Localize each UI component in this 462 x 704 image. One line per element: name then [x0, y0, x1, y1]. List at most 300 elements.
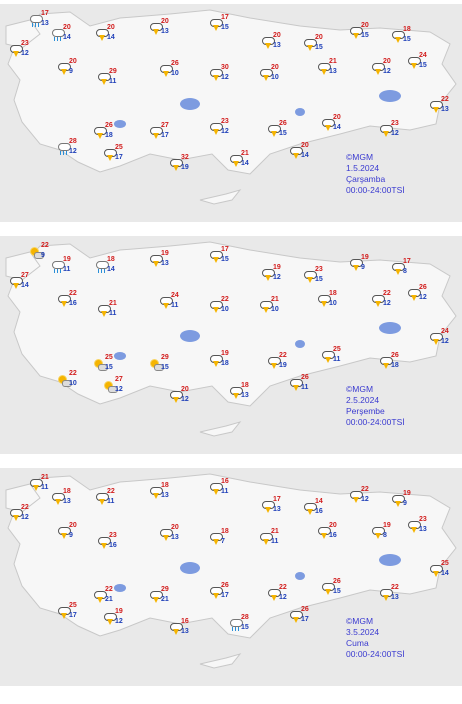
max-temperature: 16	[181, 618, 189, 625]
min-temperature: 13	[273, 42, 281, 49]
max-temperature: 18	[403, 26, 411, 33]
min-temperature: 16	[109, 542, 117, 549]
stamp-time-range: 00:00-24:00TSİ	[346, 185, 405, 195]
min-temperature: 15	[419, 62, 427, 69]
station-forecast	[350, 254, 372, 276]
min-temperature: 14	[333, 124, 341, 131]
station-forecast	[268, 120, 290, 142]
min-temperature: 11	[109, 310, 117, 317]
station-forecast	[94, 586, 116, 608]
max-temperature: 25	[105, 354, 113, 361]
station-forecast	[210, 582, 232, 604]
lake	[295, 572, 305, 580]
station-forecast	[104, 144, 126, 166]
station-forecast	[210, 350, 232, 372]
max-temperature: 18	[63, 488, 71, 495]
max-temperature: 28	[69, 138, 77, 145]
station-forecast	[58, 370, 80, 392]
min-temperature: 21	[161, 596, 169, 603]
max-temperature: 22	[41, 242, 49, 249]
max-temperature: 20	[171, 524, 179, 531]
min-temperature: 18	[221, 360, 229, 367]
min-temperature: 14	[441, 570, 449, 577]
cyprus-island	[200, 190, 240, 204]
station-forecast	[318, 58, 340, 80]
station-forecast	[160, 524, 182, 546]
station-forecast	[260, 528, 282, 550]
station-forecast	[350, 22, 372, 44]
min-temperature: 13	[181, 628, 189, 635]
max-temperature: 23	[315, 266, 323, 273]
station-forecast	[268, 352, 290, 374]
min-temperature: 11	[107, 498, 115, 505]
max-temperature: 21	[271, 296, 279, 303]
min-temperature: 16	[329, 532, 337, 539]
max-temperature: 25	[69, 602, 77, 609]
min-temperature: 15	[161, 364, 169, 371]
max-temperature: 20	[301, 142, 309, 149]
max-temperature: 24	[441, 328, 449, 335]
station-forecast	[170, 386, 192, 408]
min-temperature: 12	[181, 396, 189, 403]
station-forecast	[290, 374, 312, 396]
max-temperature: 22	[383, 290, 391, 297]
max-temperature: 26	[301, 374, 309, 381]
max-temperature: 26	[391, 352, 399, 359]
station-forecast	[58, 602, 80, 624]
min-temperature: 8	[403, 268, 407, 275]
station-forecast	[210, 478, 232, 500]
min-temperature: 12	[391, 130, 399, 137]
station-forecast	[430, 96, 452, 118]
min-temperature: 12	[115, 386, 123, 393]
stamp-day: Cuma	[346, 638, 369, 648]
min-temperature: 14	[21, 282, 29, 289]
station-forecast	[318, 522, 340, 544]
min-temperature: 11	[63, 266, 71, 273]
min-temperature: 18	[391, 362, 399, 369]
station-forecast	[230, 150, 252, 172]
station-forecast	[96, 488, 118, 510]
station-forecast	[350, 486, 372, 508]
max-temperature: 18	[329, 290, 337, 297]
max-temperature: 22	[391, 584, 399, 591]
station-forecast	[58, 58, 80, 80]
min-temperature: 15	[403, 36, 411, 43]
forecast-stamp	[346, 152, 405, 196]
station-forecast	[260, 64, 282, 86]
max-temperature: 22	[105, 586, 113, 593]
max-temperature: 22	[69, 290, 77, 297]
max-temperature: 22	[69, 370, 77, 377]
max-temperature: 22	[107, 488, 115, 495]
max-temperature: 21	[241, 150, 249, 157]
max-temperature: 28	[241, 614, 249, 621]
min-temperature: 17	[221, 592, 229, 599]
station-forecast	[380, 584, 402, 606]
station-forecast	[94, 354, 116, 376]
min-temperature: 12	[69, 148, 77, 155]
station-forecast	[372, 522, 394, 544]
forecast-stamp	[346, 616, 405, 660]
station-forecast	[104, 376, 126, 398]
min-temperature: 17	[115, 154, 123, 161]
station-forecast	[430, 328, 452, 350]
max-temperature: 19	[383, 522, 391, 529]
station-forecast	[210, 296, 232, 318]
min-temperature: 12	[419, 294, 427, 301]
station-forecast	[58, 522, 80, 544]
station-forecast	[160, 292, 182, 314]
max-temperature: 24	[419, 52, 427, 59]
max-temperature: 19	[115, 608, 123, 615]
station-forecast	[210, 64, 232, 86]
min-temperature: 10	[329, 300, 337, 307]
station-forecast	[230, 382, 252, 404]
max-temperature: 20	[69, 58, 77, 65]
max-temperature: 24	[171, 292, 179, 299]
stamp-copyright: ©MGM	[346, 384, 374, 394]
max-temperature: 20	[333, 114, 341, 121]
station-forecast	[30, 474, 52, 496]
station-forecast	[150, 122, 172, 144]
station-forecast	[150, 586, 172, 608]
station-forecast	[96, 24, 118, 46]
min-temperature: 15	[221, 256, 229, 263]
min-temperature: 13	[161, 260, 169, 267]
min-temperature: 9	[361, 264, 365, 271]
max-temperature: 30	[221, 64, 229, 71]
max-temperature: 23	[109, 532, 117, 539]
min-temperature: 13	[171, 534, 179, 541]
max-temperature: 27	[161, 122, 169, 129]
max-temperature: 14	[315, 498, 323, 505]
lake	[379, 322, 401, 334]
station-forecast	[408, 284, 430, 306]
stamp-date: 1.5.2024	[346, 163, 380, 173]
station-forecast	[30, 242, 52, 264]
station-forecast	[210, 246, 232, 268]
station-forecast	[304, 498, 326, 520]
max-temperature: 20	[161, 18, 169, 25]
station-forecast	[98, 300, 120, 322]
max-temperature: 26	[105, 122, 113, 129]
min-temperature: 15	[315, 44, 323, 51]
min-temperature: 14	[63, 34, 71, 41]
station-forecast	[392, 490, 414, 512]
min-temperature: 15	[315, 276, 323, 283]
station-forecast	[262, 264, 284, 286]
max-temperature: 25	[115, 144, 123, 151]
min-temperature: 12	[221, 74, 229, 81]
max-temperature: 16	[221, 478, 229, 485]
station-forecast	[170, 154, 192, 176]
min-temperature: 13	[63, 498, 71, 505]
lake	[180, 98, 200, 110]
station-forecast	[392, 258, 414, 280]
min-temperature: 9	[69, 68, 73, 75]
station-forecast	[52, 24, 74, 46]
max-temperature: 20	[63, 24, 71, 31]
lake	[379, 554, 401, 566]
max-temperature: 20	[69, 522, 77, 529]
min-temperature: 11	[301, 384, 309, 391]
min-temperature: 11	[221, 488, 229, 495]
stamp-copyright: ©MGM	[346, 616, 374, 626]
max-temperature: 21	[271, 528, 279, 535]
min-temperature: 15	[241, 624, 249, 631]
max-temperature: 19	[403, 490, 411, 497]
min-temperature: 9	[403, 500, 407, 507]
min-temperature: 15	[105, 364, 113, 371]
min-temperature: 12	[115, 618, 123, 625]
lake	[295, 108, 305, 116]
lake	[180, 562, 200, 574]
station-forecast	[290, 606, 312, 628]
min-temperature: 18	[105, 132, 113, 139]
min-temperature: 19	[279, 362, 287, 369]
station-forecast	[150, 482, 172, 504]
station-forecast	[408, 52, 430, 74]
stamp-day: Perşembe	[346, 406, 385, 416]
min-temperature: 11	[271, 538, 279, 545]
max-temperature: 21	[41, 474, 49, 481]
station-forecast	[260, 296, 282, 318]
min-temperature: 14	[107, 266, 115, 273]
station-forecast	[58, 138, 80, 160]
min-temperature: 17	[69, 612, 77, 619]
min-temperature: 11	[41, 484, 49, 491]
station-forecast	[52, 256, 74, 278]
max-temperature: 21	[329, 58, 337, 65]
max-temperature: 17	[41, 10, 49, 17]
station-forecast	[150, 250, 172, 272]
max-temperature: 27	[21, 272, 29, 279]
cyprus-island	[200, 422, 240, 436]
max-temperature: 20	[273, 32, 281, 39]
max-temperature: 20	[329, 522, 337, 529]
min-temperature: 21	[105, 596, 113, 603]
min-temperature: 11	[333, 356, 341, 363]
station-forecast	[430, 560, 452, 582]
min-temperature: 10	[221, 306, 229, 313]
min-temperature: 13	[329, 68, 337, 75]
min-temperature: 13	[241, 392, 249, 399]
station-forecast	[304, 266, 326, 288]
max-temperature: 23	[21, 40, 29, 47]
max-temperature: 19	[161, 250, 169, 257]
stamp-date: 3.5.2024	[346, 627, 380, 637]
max-temperature: 18	[161, 482, 169, 489]
min-temperature: 15	[333, 588, 341, 595]
station-forecast	[150, 354, 172, 376]
station-forecast	[408, 516, 430, 538]
max-temperature: 29	[161, 586, 169, 593]
max-temperature: 17	[273, 496, 281, 503]
stamp-time-range: 00:00-24:00TSİ	[346, 417, 405, 427]
station-forecast	[392, 26, 414, 48]
station-forecast	[10, 272, 32, 294]
max-temperature: 20	[181, 386, 189, 393]
station-forecast	[30, 10, 52, 32]
min-temperature: 12	[383, 68, 391, 75]
max-temperature: 23	[391, 120, 399, 127]
min-temperature: 11	[171, 302, 179, 309]
station-forecast	[380, 352, 402, 374]
min-temperature: 15	[361, 32, 369, 39]
max-temperature: 26	[333, 578, 341, 585]
min-temperature: 10	[271, 74, 279, 81]
station-forecast	[150, 18, 172, 40]
min-temperature: 15	[279, 130, 287, 137]
max-temperature: 17	[403, 258, 411, 265]
min-temperature: 15	[221, 24, 229, 31]
max-temperature: 26	[419, 284, 427, 291]
weather-map-panel-day-1	[0, 4, 462, 222]
max-temperature: 22	[221, 296, 229, 303]
station-forecast	[210, 528, 232, 550]
min-temperature: 12	[361, 496, 369, 503]
max-temperature: 20	[315, 34, 323, 41]
station-forecast	[210, 118, 232, 140]
min-temperature: 14	[241, 160, 249, 167]
max-temperature: 23	[221, 118, 229, 125]
max-temperature: 20	[107, 24, 115, 31]
weather-map-panel-day-3	[0, 468, 462, 686]
stamp-day: Çarşamba	[346, 174, 386, 184]
max-temperature: 26	[171, 60, 179, 67]
min-temperature: 17	[161, 132, 169, 139]
max-temperature: 17	[221, 14, 229, 21]
lake	[379, 90, 401, 102]
min-temperature: 13	[441, 106, 449, 113]
max-temperature: 18	[107, 256, 115, 263]
min-temperature: 16	[315, 508, 323, 515]
max-temperature: 26	[301, 606, 309, 613]
min-temperature: 17	[301, 616, 309, 623]
station-forecast	[322, 114, 344, 136]
max-temperature: 22	[441, 96, 449, 103]
min-temperature: 12	[21, 514, 29, 521]
station-forecast	[372, 290, 394, 312]
station-forecast	[262, 32, 284, 54]
min-temperature: 14	[301, 152, 309, 159]
station-forecast	[170, 618, 192, 640]
max-temperature: 22	[279, 584, 287, 591]
max-temperature: 25	[441, 560, 449, 567]
max-temperature: 20	[383, 58, 391, 65]
station-forecast	[210, 14, 232, 36]
min-temperature: 12	[21, 50, 29, 57]
stamp-date: 2.5.2024	[346, 395, 380, 405]
stamp-copyright: ©MGM	[346, 152, 374, 162]
min-temperature: 13	[161, 492, 169, 499]
stamp-time-range: 00:00-24:00TSİ	[346, 649, 405, 659]
max-temperature: 21	[109, 300, 117, 307]
min-temperature: 11	[109, 78, 117, 85]
max-temperature: 29	[109, 68, 117, 75]
station-forecast	[52, 488, 74, 510]
station-forecast	[380, 120, 402, 142]
station-forecast	[290, 142, 312, 164]
min-temperature: 12	[279, 594, 287, 601]
min-temperature: 12	[221, 128, 229, 135]
min-temperature: 10	[69, 380, 77, 387]
station-forecast	[96, 256, 118, 278]
max-temperature: 19	[273, 264, 281, 271]
max-temperature: 26	[279, 120, 287, 127]
station-forecast	[10, 504, 32, 526]
min-temperature: 13	[419, 526, 427, 533]
max-temperature: 27	[115, 376, 123, 383]
max-temperature: 18	[241, 382, 249, 389]
max-temperature: 19	[361, 254, 369, 261]
min-temperature: 13	[161, 28, 169, 35]
station-forecast	[262, 496, 284, 518]
station-forecast	[58, 290, 80, 312]
max-temperature: 19	[63, 256, 71, 263]
station-forecast	[10, 40, 32, 62]
min-temperature: 19	[181, 164, 189, 171]
max-temperature: 20	[271, 64, 279, 71]
max-temperature: 20	[361, 22, 369, 29]
station-forecast	[98, 68, 120, 90]
max-temperature: 26	[221, 582, 229, 589]
min-temperature: 12	[383, 300, 391, 307]
station-forecast	[372, 58, 394, 80]
station-forecast	[322, 346, 344, 368]
max-temperature: 18	[221, 528, 229, 535]
max-temperature: 29	[161, 354, 169, 361]
min-temperature: 14	[107, 34, 115, 41]
weather-map-panel-day-2	[0, 236, 462, 454]
cyprus-island	[200, 654, 240, 668]
max-temperature: 22	[279, 352, 287, 359]
lake	[295, 340, 305, 348]
forecast-stamp	[346, 384, 405, 428]
min-temperature: 7	[221, 538, 225, 545]
max-temperature: 32	[181, 154, 189, 161]
min-temperature: 9	[41, 252, 45, 259]
max-temperature: 19	[221, 350, 229, 357]
max-temperature: 23	[419, 516, 427, 523]
min-temperature: 13	[273, 506, 281, 513]
min-temperature: 13	[391, 594, 399, 601]
station-forecast	[318, 290, 340, 312]
lake	[180, 330, 200, 342]
station-forecast	[322, 578, 344, 600]
max-temperature: 22	[361, 486, 369, 493]
min-temperature: 12	[273, 274, 281, 281]
station-forecast	[304, 34, 326, 56]
min-temperature: 16	[69, 300, 77, 307]
max-temperature: 25	[333, 346, 341, 353]
min-temperature: 9	[69, 532, 73, 539]
min-temperature: 12	[441, 338, 449, 345]
station-forecast	[98, 532, 120, 554]
max-temperature: 17	[221, 246, 229, 253]
station-forecast	[104, 608, 126, 630]
station-forecast	[230, 614, 252, 636]
station-forecast	[268, 584, 290, 606]
min-temperature: 10	[271, 306, 279, 313]
max-temperature: 22	[21, 504, 29, 511]
station-forecast	[94, 122, 116, 144]
min-temperature: 13	[41, 20, 49, 27]
min-temperature: 8	[383, 532, 387, 539]
min-temperature: 10	[171, 70, 179, 77]
station-forecast	[160, 60, 182, 82]
